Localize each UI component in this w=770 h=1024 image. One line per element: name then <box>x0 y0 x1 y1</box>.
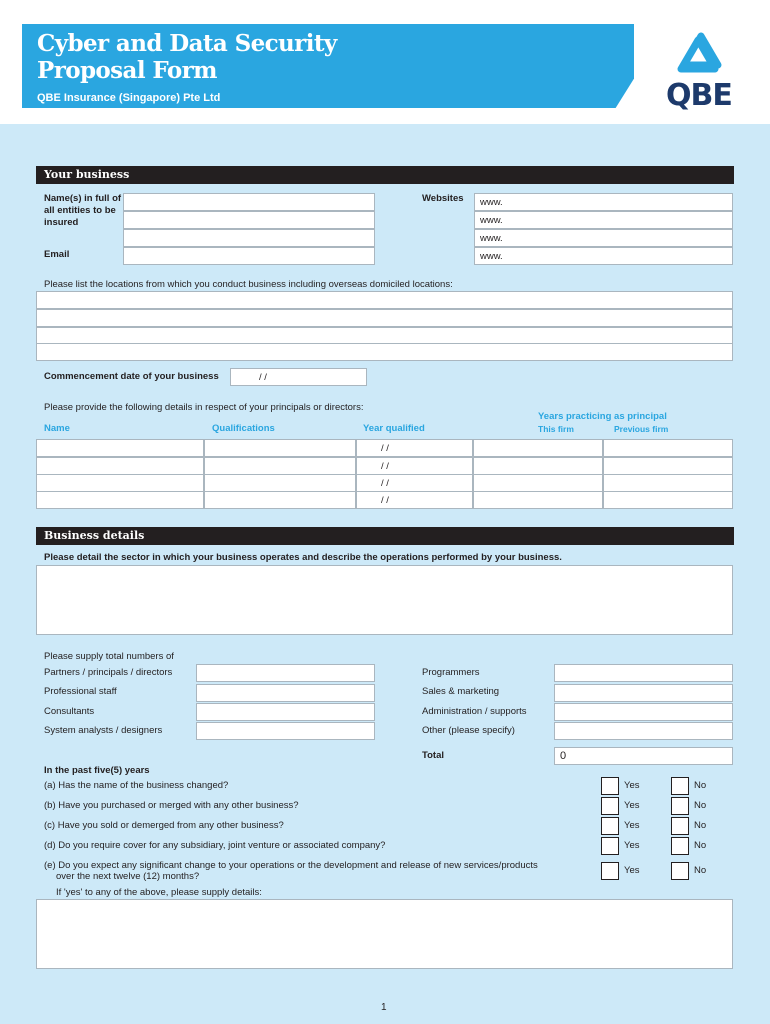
entity-name-input-2[interactable] <box>124 212 374 228</box>
staff-field-consultants[interactable] <box>196 703 375 721</box>
staff-label-programmers: Programmers <box>422 667 480 678</box>
entity-name-field-1[interactable] <box>123 193 375 211</box>
question-e-no-label: No <box>694 865 707 876</box>
principal-cell-r4-c3[interactable] <box>356 491 473 509</box>
qbe-logo-text: QBE <box>666 78 732 113</box>
question-d: (d) Do you require cover for any subsidiary, joint venture or associated company? <box>44 840 386 851</box>
question-a-no-checkbox[interactable] <box>671 777 689 795</box>
question-e-no-checkbox[interactable] <box>671 862 689 880</box>
staff-input-other[interactable] <box>555 723 732 739</box>
staff-field-other[interactable] <box>554 722 733 740</box>
locations-prompt: Please list the locations from which you conduct business including overseas domiciled locations: <box>44 279 453 290</box>
entity-name-input-1[interactable] <box>124 194 374 210</box>
staff-field-sales[interactable] <box>554 684 733 702</box>
col-year-qualified-header: Year qualified <box>363 423 425 434</box>
staff-field-partners[interactable] <box>196 664 375 682</box>
question-c-yes-checkbox[interactable] <box>601 817 619 835</box>
principal-cell-r2-c5[interactable] <box>603 457 733 475</box>
year-qualified-slashes: / / <box>381 495 389 506</box>
form-header <box>0 0 770 124</box>
commencement-date-field[interactable] <box>230 368 367 386</box>
location-field-1[interactable] <box>36 291 733 309</box>
question-e-yes-checkbox[interactable] <box>601 862 619 880</box>
section-your-business: Your business <box>36 166 734 184</box>
principal-cell-r4-c2[interactable] <box>204 491 356 509</box>
staff-label-sales: Sales & marketing <box>422 686 500 697</box>
staff-field-analysts[interactable] <box>196 722 375 740</box>
year-qualified-slashes: / / <box>381 443 389 454</box>
website-prefix-1: www. <box>480 197 503 208</box>
col-name-header: Name <box>44 423 70 434</box>
principal-cell-r1-c4[interactable] <box>473 439 603 457</box>
sector-prompt: Please detail the sector in which your business operates and describe the operations performed by your business. <box>44 552 562 563</box>
question-d-yes-checkbox[interactable] <box>601 837 619 855</box>
col-previous-firm-header: Previous firm <box>614 424 669 434</box>
website-prefix-4: www. <box>480 251 503 262</box>
staff-label-analysts: System analysts / designers <box>44 725 163 736</box>
location-input-1[interactable] <box>37 292 732 308</box>
entity-name-input-3[interactable] <box>124 230 374 246</box>
staff-input-analysts[interactable] <box>197 723 374 739</box>
email-input[interactable] <box>124 248 374 264</box>
form-title <box>37 30 337 84</box>
principal-cell-r3-c4[interactable] <box>473 474 603 492</box>
staff-input-partners[interactable] <box>197 665 374 681</box>
change-details-field[interactable] <box>36 899 733 969</box>
question-e-yes-label: Yes <box>624 865 640 876</box>
staff-label-consultants: Consultants <box>44 706 95 717</box>
question-b-no-checkbox[interactable] <box>671 797 689 815</box>
year-qualified-slashes: / / <box>381 478 389 489</box>
principal-cell-r3-c1[interactable] <box>36 474 204 492</box>
insurer-name: QBE Insurance (Singapore) Pte Ltd <box>37 92 221 104</box>
staff-label-professional: Professional staff <box>44 686 117 697</box>
question-b: (b) Have you purchased or merged with any other business? <box>44 800 299 811</box>
question-a-no-label: No <box>694 780 707 791</box>
principals-prompt: Please provide the following details in respect of your principals or directors: <box>44 402 364 413</box>
location-field-2[interactable] <box>36 309 733 327</box>
websites-label: Websites <box>422 193 464 204</box>
names-label: Name(s) in full of all entities to be insured <box>44 193 122 228</box>
question-c-yes-label: Yes <box>624 820 640 831</box>
question-a: (a) Has the name of the business changed? <box>44 780 229 791</box>
principal-cell-r2-c1[interactable] <box>36 457 204 475</box>
staff-input-sales[interactable] <box>555 685 732 701</box>
email-label: Email <box>44 249 70 260</box>
commencement-label: Commencement date of your business <box>44 371 219 382</box>
staff-label-partners: Partners / principals / directors <box>44 667 173 678</box>
website-prefix-3: www. <box>480 233 503 244</box>
question-b-yes-label: Yes <box>624 800 640 811</box>
location-input-4[interactable] <box>37 344 732 360</box>
principal-cell-r2-c2[interactable] <box>204 457 356 475</box>
staff-input-professional[interactable] <box>197 685 374 701</box>
email-field[interactable] <box>123 247 375 265</box>
website-prefix-2: www. <box>480 215 503 226</box>
principal-cell-r1-c5[interactable] <box>603 439 733 457</box>
col-this-firm-header: This firm <box>538 424 574 434</box>
question-a-yes-label: Yes <box>624 780 640 791</box>
total-field[interactable] <box>554 747 733 765</box>
principal-cell-r1-c1[interactable] <box>36 439 204 457</box>
question-c-no-label: No <box>694 820 707 831</box>
principal-cell-r4-c5[interactable] <box>603 491 733 509</box>
principal-cell-r4-c1[interactable] <box>36 491 204 509</box>
question-b-yes-checkbox[interactable] <box>601 797 619 815</box>
question-d-yes-label: Yes <box>624 840 640 851</box>
principal-cell-r4-c4[interactable] <box>473 491 603 509</box>
website-field-1[interactable] <box>474 193 733 211</box>
principal-cell-r3-c3[interactable] <box>356 474 473 492</box>
form-title-line1: Cyber and Data Security <box>37 30 337 57</box>
website-field-3[interactable] <box>474 229 733 247</box>
principal-cell-r1-c2[interactable] <box>204 439 356 457</box>
principal-cell-r2-c4[interactable] <box>473 457 603 475</box>
staff-input-programmers[interactable] <box>555 665 732 681</box>
staff-field-admin[interactable] <box>554 703 733 721</box>
staff-label-other: Other (please specify) <box>422 725 515 736</box>
question-d-no-checkbox[interactable] <box>671 837 689 855</box>
totals-prompt: Please supply total numbers of <box>44 651 174 662</box>
staff-field-professional[interactable] <box>196 684 375 702</box>
location-input-3[interactable] <box>37 328 732 344</box>
question-a-yes-checkbox[interactable] <box>601 777 619 795</box>
section-business-details: Business details <box>36 527 734 545</box>
staff-input-admin[interactable] <box>555 704 732 720</box>
years-practicing-header: Years practicing as principal <box>538 411 667 422</box>
website-field-4[interactable] <box>474 247 733 265</box>
entity-name-field-2[interactable] <box>123 211 375 229</box>
principal-cell-r3-c2[interactable] <box>204 474 356 492</box>
past-five-years-heading: In the past five(5) years <box>44 765 150 776</box>
principal-cell-r3-c5[interactable] <box>603 474 733 492</box>
total-label: Total <box>422 750 444 761</box>
location-field-4[interactable] <box>36 343 733 361</box>
form-title-line2: Proposal Form <box>37 57 217 84</box>
staff-label-admin: Administration / supports <box>422 706 527 717</box>
sector-description-field[interactable] <box>36 565 733 635</box>
question-d-no-label: No <box>694 840 707 851</box>
details-prompt: If 'yes' to any of the above, please supply details: <box>56 887 262 898</box>
website-field-2[interactable] <box>474 211 733 229</box>
year-qualified-slashes: / / <box>381 461 389 472</box>
location-input-2[interactable] <box>37 310 732 326</box>
col-qualifications-header: Qualifications <box>212 423 275 434</box>
question-b-no-label: No <box>694 800 707 811</box>
page-number: 1 <box>381 1002 387 1013</box>
commencement-date-slashes: / / <box>259 372 267 383</box>
principal-cell-r2-c3[interactable] <box>356 457 473 475</box>
total-value: 0 <box>560 750 567 762</box>
question-c-no-checkbox[interactable] <box>671 817 689 835</box>
question-e-continued: over the next twelve (12) months? <box>56 871 200 882</box>
question-e: (e) Do you expect any significant change to your operations or the development and release of new services/products <box>44 860 538 871</box>
entity-name-field-3[interactable] <box>123 229 375 247</box>
staff-field-programmers[interactable] <box>554 664 733 682</box>
question-c: (c) Have you sold or demerged from any other business? <box>44 820 284 831</box>
principal-cell-r1-c3[interactable] <box>356 439 473 457</box>
staff-input-consultants[interactable] <box>197 704 374 720</box>
